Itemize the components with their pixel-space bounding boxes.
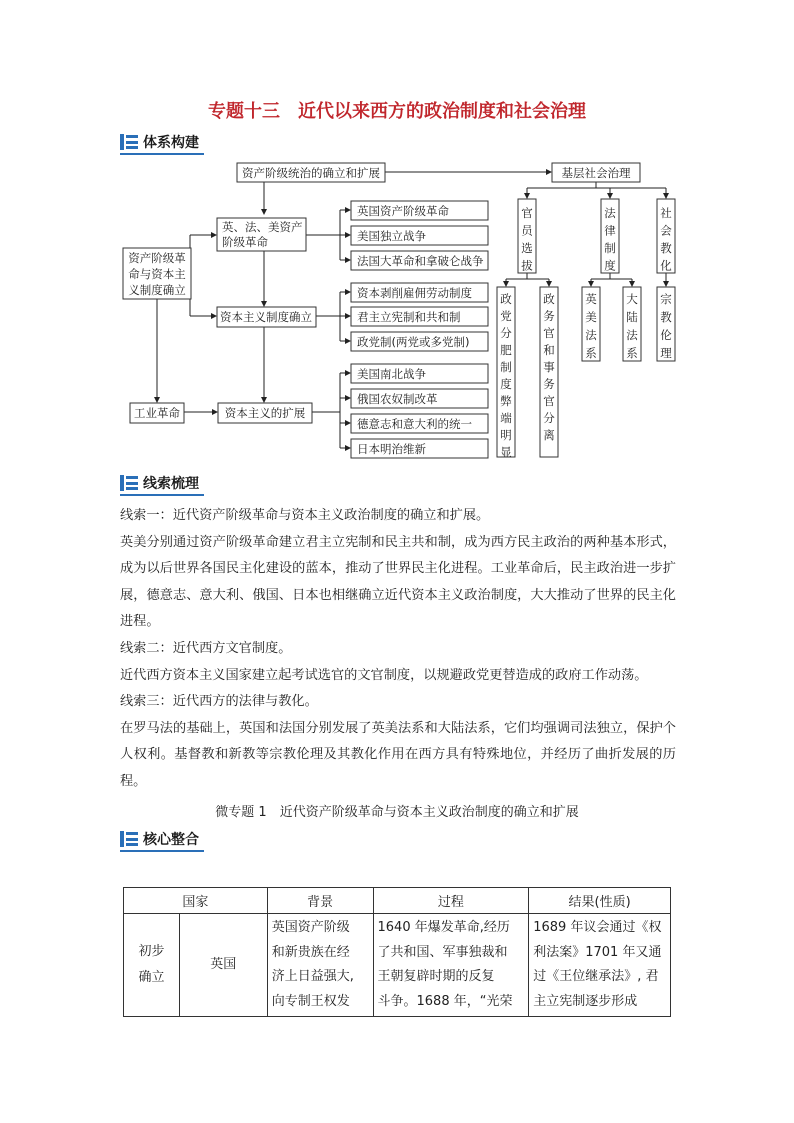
vertical-char: 分 [543, 411, 555, 425]
label-exp-item-3: 德意志和意大利的统一 [357, 417, 472, 431]
vertical-char: 教 [660, 241, 672, 255]
header-country: 国家 [124, 888, 268, 914]
core-table [123, 887, 671, 1017]
clue-2-heading: 线索二：近代西方文官制度。 [120, 640, 292, 656]
cell-result [529, 914, 671, 1017]
stage-line: 确立 [138, 970, 165, 985]
section-header-core [120, 829, 199, 849]
vertical-char: 选 [521, 241, 533, 255]
vertical-char: 系 [626, 346, 638, 360]
cell-line: 过《王位继承法》, 君 [533, 969, 659, 984]
label-rev-item-2: 美国独立战争 [357, 229, 426, 243]
cell-country: 英国 [179, 914, 267, 1017]
vertical-char: 伦 [660, 328, 672, 342]
vertical-char: 法 [626, 328, 638, 342]
label-root-1: 资产阶级革 [128, 251, 186, 265]
section-underline [120, 850, 204, 852]
cell-line: 了共和国、军事独裁和 [377, 944, 508, 960]
header-process: 过程 [373, 888, 529, 914]
micro-topic-title: 微专题 1 近代资产阶级革命与资本主义政治制度的确立和扩展 [215, 805, 579, 820]
vertical-char: 弊 [500, 394, 512, 408]
label-sys-item-2: 君主立宪制和共和制 [357, 310, 461, 324]
cell-line: 英国资产阶级 [271, 920, 350, 935]
cell-line: 主立宪制逐步形成 [533, 993, 638, 1009]
cell-line: 利法案》1701 年又通 [533, 944, 662, 960]
label-industrial: 工业革命 [134, 406, 180, 420]
label-exp-item-1: 美国南北战争 [357, 367, 426, 381]
vertical-char: 端 [500, 411, 512, 425]
label-rev-1: 英、法、美资产 [222, 220, 303, 234]
vertical-char: 大 [626, 292, 638, 306]
page-title: 专题十三 近代以来西方的政治制度和社会治理 [208, 101, 586, 122]
cell-background [267, 914, 373, 1017]
cell-line: 王朝复辟时期的反复 [377, 969, 495, 984]
clue-1-body: 英美分别通过资产阶级革命建立君主立宪制和民主共和制，成为西方民主政治的两种基本形式，成为以后世界各国民主化建设的蓝本，推动了世界民主化进程。工业革命后，民主政治进一步扩展，德意志、意大利、俄国、日本也相继确立近代资本主义政治制度，大大推动了世界的民主化进程。 [120, 534, 676, 630]
system-diagram [0, 0, 794, 470]
vertical-char: 系 [585, 346, 597, 360]
vertical-char: 员 [521, 223, 533, 238]
label-system: 资本主义制度确立 [220, 310, 312, 324]
vertical-char: 官 [543, 394, 555, 408]
vertical-char: 法 [604, 206, 616, 220]
section-header-clues [120, 473, 199, 493]
vertical-char: 度 [500, 377, 512, 391]
vertical-char: 官 [543, 326, 555, 340]
table-header-row [124, 888, 671, 914]
vertical-char: 化 [660, 258, 672, 273]
vertical-char: 陆 [626, 310, 638, 324]
vertical-char: 政 [543, 292, 555, 306]
cell-line: 济上日益强大, [271, 969, 354, 984]
vertical-char: 教 [660, 310, 672, 324]
clue-2-body: 近代西方资本主义国家建立起考试选官的文官制度，以规避政党更替造成的政府工作动荡。 [120, 667, 648, 683]
label-sys-item-1: 资本剥削雇佣劳动制度 [357, 286, 472, 300]
vertical-char: 制 [500, 360, 512, 374]
section-bars-icon [120, 831, 138, 847]
label-rev-item-1: 英国资产阶级革命 [357, 204, 449, 218]
header-background: 背景 [267, 888, 373, 914]
label-rev-2: 阶级革命 [222, 235, 268, 249]
label-top: 资产阶级统治的确立和扩展 [242, 166, 380, 180]
cell-line: 和新贵族在经 [271, 944, 350, 960]
clues-text [120, 503, 676, 796]
cell-line: 斗争。1688 年，“光荣 [377, 993, 513, 1009]
label-exp-item-2: 俄国农奴制改革 [357, 392, 438, 406]
cell-line: 向专制王权发 [271, 993, 350, 1009]
vertical-char: 务 [543, 309, 555, 323]
cell-process [373, 914, 529, 1017]
label-root-2: 命与资本主 [128, 267, 186, 281]
vertical-char: 法 [585, 328, 597, 342]
cell-line: 1689 年议会通过《权 [533, 920, 662, 935]
vertical-char: 宗 [660, 292, 672, 306]
label-exp-item-4: 日本明治维新 [357, 442, 426, 456]
vertical-char: 律 [604, 223, 616, 238]
cell-stage [124, 914, 180, 1017]
vertical-char: 政 [500, 292, 512, 306]
vertical-char: 美 [585, 310, 597, 324]
label-base: 基层社会治理 [561, 166, 631, 180]
header-result: 结果(性质) [529, 888, 671, 914]
clue-3-body: 在罗马法的基础上，英国和法国分别发展了英美法系和大陆法系，它们均强调司法独立，保护个人权利。基督教和新教等宗教伦理及其教化作用在西方具有特殊地位，并经历了曲折发展的历程。 [120, 720, 676, 789]
section-underline [120, 494, 204, 496]
vertical-char: 显 [500, 445, 512, 459]
cell-line: 1640 年爆发革命,经历 [377, 920, 510, 935]
vertical-char: 务 [543, 377, 555, 391]
section-title: 核心整合 [143, 832, 199, 848]
vertical-char: 官 [521, 206, 533, 220]
vertical-char: 分 [500, 326, 512, 340]
vertical-char: 明 [500, 428, 512, 442]
section-title: 体系构建 [143, 135, 199, 151]
vertical-char: 党 [500, 309, 512, 323]
label-rev-item-3: 法国大革命和拿破仑战争 [357, 254, 484, 268]
vertical-char: 事 [543, 360, 555, 374]
vertical-char: 英 [585, 292, 597, 306]
clue-1-heading: 线索一：近代资产阶级革命与资本主义政治制度的确立和扩展。 [120, 508, 490, 523]
stage-line: 初步 [138, 944, 165, 959]
vertical-char: 制 [604, 241, 616, 255]
section-title: 线索梳理 [143, 476, 199, 492]
clue-3-heading: 线索三：近代西方的法律与教化。 [120, 694, 318, 710]
section-bars-icon [120, 475, 138, 491]
vertical-char: 理 [660, 346, 672, 360]
vertical-char: 拔 [521, 258, 533, 273]
label-expansion: 资本主义的扩展 [224, 406, 306, 420]
table-row [124, 914, 671, 1017]
label-root-3: 义制度确立 [128, 283, 186, 297]
label-sys-item-3: 政党制(两党或多党制) [357, 335, 470, 349]
vertical-char: 肥 [500, 343, 512, 357]
label-civil [543, 292, 555, 442]
vertical-char: 社 [660, 206, 672, 220]
vertical-char: 度 [604, 258, 616, 273]
vertical-char: 和 [543, 343, 555, 357]
vertical-char: 会 [660, 223, 672, 238]
vertical-char: 离 [543, 428, 555, 442]
